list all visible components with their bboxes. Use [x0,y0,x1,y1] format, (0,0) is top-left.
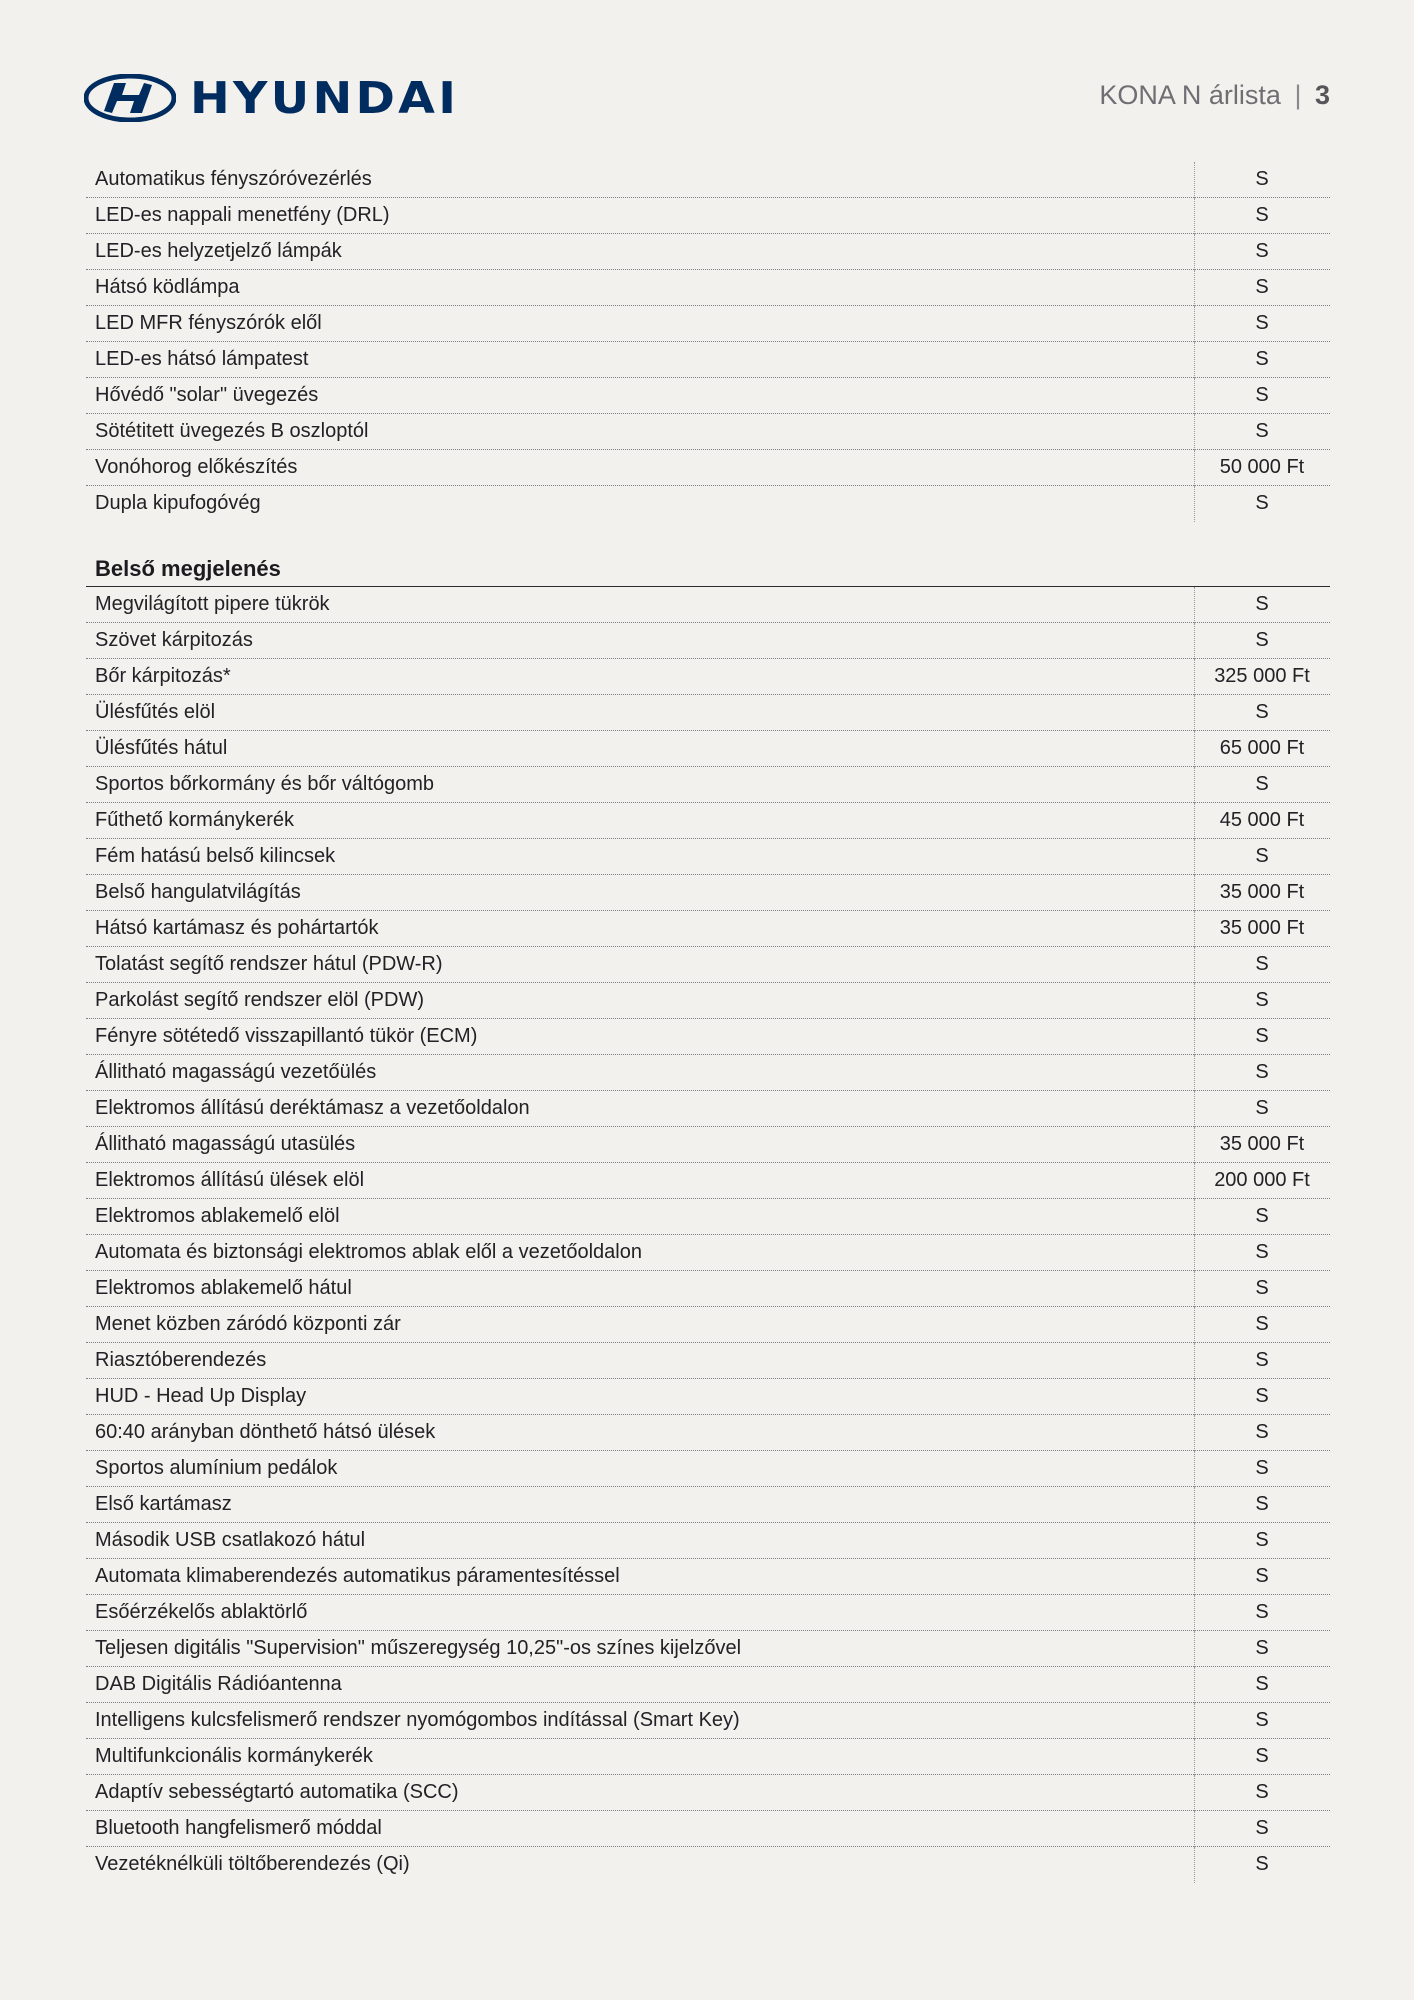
table-row [86,1343,1330,1379]
table-row [86,1235,1330,1271]
equipment-value: S [1255,1529,1269,1551]
equipment-name: Esőérzékelős ablaktörlő [95,1601,308,1623]
equipment-price-table [86,162,1330,1882]
equipment-name: Hővédő "solar" üvegezés [95,384,319,406]
table-row [86,1703,1330,1739]
equipment-value: S [1255,312,1269,334]
table-row [86,803,1330,839]
document-title [1099,80,1330,111]
table-row [86,1451,1330,1487]
equipment-name: Bluetooth hangfelismerő móddal [95,1817,382,1839]
equipment-value: S [1255,629,1269,651]
table-row [86,270,1330,306]
table-row [86,659,1330,695]
equipment-name: LED-es nappali menetfény (DRL) [95,204,390,226]
equipment-value: S [1255,168,1269,190]
equipment-value: S [1255,701,1269,723]
equipment-value: S [1255,1061,1269,1083]
equipment-value: S [1255,1817,1269,1839]
equipment-name: Menet közben záródó központi zár [95,1313,401,1335]
equipment-name: Megvilágított pipere tükrök [95,593,330,615]
table-row [86,839,1330,875]
equipment-name: LED-es helyzetjelző lámpák [95,240,342,262]
equipment-value: S [1255,1421,1269,1443]
table-row [86,875,1330,911]
equipment-value: S [1255,1853,1269,1875]
section-header-interior [86,551,1330,587]
table-row [86,587,1330,623]
equipment-name: Második USB csatlakozó hátul [95,1529,366,1551]
table-row [86,342,1330,378]
equipment-name: 60:40 arányban dönthető hátsó ülések [95,1421,436,1443]
table-row [86,1415,1330,1451]
equipment-name: Vonóhorog előkészítés [95,456,298,478]
table-row [86,378,1330,414]
equipment-name: Ülésfűtés elöl [95,701,216,723]
table-row [86,1127,1330,1163]
table-row [86,1307,1330,1343]
equipment-name: Parkolást segítő rendszer elöl (PDW) [95,989,425,1011]
equipment-name: Dupla kipufogóvég [95,492,261,514]
equipment-name: Automatikus fényszóróvezérlés [95,168,372,190]
equipment-name: Fényre sötétedő visszapillantó tükör (ECM) [95,1025,478,1047]
table-row [86,947,1330,983]
table-row [86,1667,1330,1703]
equipment-name: Bőr kárpitozás* [95,665,231,687]
brand-wordmark: HYUNDAI [190,72,460,124]
equipment-name: Sötétitett üvegezés B oszloptól [95,420,369,442]
equipment-name: Fűthető kormánykerék [95,809,294,831]
equipment-name: Automata klimaberendezés automatikus páramentesítéssel [95,1565,620,1587]
equipment-value: S [1255,1745,1269,1767]
equipment-name: Riasztóberendezés [95,1349,267,1371]
equipment-value: S [1255,773,1269,795]
equipment-value: 35 000 Ft [1219,881,1305,903]
equipment-value: S [1255,1241,1269,1263]
equipment-name: LED MFR fényszórók elől [95,312,322,334]
equipment-value: S [1255,384,1269,406]
equipment-value: S [1255,1673,1269,1695]
equipment-value: S [1255,1205,1269,1227]
table-row [86,486,1330,521]
interior-equipment-list [86,587,1330,1882]
equipment-value: S [1255,348,1269,370]
table-row [86,1775,1330,1811]
equipment-name: DAB Digitális Rádióantenna [95,1673,342,1695]
equipment-value: S [1255,1565,1269,1587]
equipment-name: Sportos alumínium pedálok [95,1457,338,1479]
equipment-name: Elektromos állítású ülések elöl [95,1169,365,1191]
table-row [86,1379,1330,1415]
equipment-value: S [1255,1097,1269,1119]
equipment-name: Belső hangulatvilágítás [95,881,301,903]
equipment-name: Teljesen digitális "Supervision" műszeregység 10,25"-os színes kijelzővel [95,1637,742,1659]
equipment-value: S [1255,1709,1269,1731]
equipment-value: 50 000 Ft [1219,456,1305,478]
equipment-value: S [1255,420,1269,442]
equipment-name: Hátsó ködlámpa [95,276,240,298]
equipment-value: S [1255,953,1269,975]
table-row [86,1019,1330,1055]
table-row [86,1739,1330,1775]
equipment-name: Hátsó kartámasz és pohártartók [95,917,379,939]
equipment-value: S [1255,1313,1269,1335]
table-row [86,695,1330,731]
equipment-value: S [1255,240,1269,262]
table-row [86,731,1330,767]
title-separator: | [1294,80,1302,110]
equipment-value: S [1255,1637,1269,1659]
table-row [86,623,1330,659]
table-row [86,306,1330,342]
table-row [86,162,1330,198]
table-row [86,1271,1330,1307]
table-row [86,1595,1330,1631]
table-row [86,414,1330,450]
equipment-name: Elektromos ablakemelő elöl [95,1205,340,1227]
equipment-name: HUD - Head Up Display [95,1385,307,1407]
equipment-value: 325 000 Ft [1214,665,1310,687]
equipment-value: 65 000 Ft [1219,737,1305,759]
equipment-value: S [1255,1457,1269,1479]
table-row [86,1523,1330,1559]
equipment-value: 200 000 Ft [1214,1169,1310,1191]
table-row [86,1631,1330,1667]
table-row [86,1091,1330,1127]
equipment-name: Elektromos ablakemelő hátul [95,1277,352,1299]
table-row [86,450,1330,486]
equipment-name: Intelligens kulcsfelismerő rendszer nyomógombos indítással (Smart Key) [95,1709,740,1731]
table-row [86,983,1330,1019]
equipment-name: Vezetéknélküli töltőberendezés (Qi) [95,1853,410,1875]
equipment-value: 35 000 Ft [1219,917,1305,939]
equipment-name: Tolatást segítő rendszer hátul (PDW-R) [95,953,443,975]
table-row [86,1811,1330,1847]
table-row [86,767,1330,803]
equipment-name: Első kartámasz [95,1493,232,1515]
equipment-value: S [1255,989,1269,1011]
equipment-value: 45 000 Ft [1219,809,1305,831]
equipment-name: Adaptív sebességtartó automatika (SCC) [95,1781,459,1803]
table-row [86,1487,1330,1523]
equipment-value: S [1255,1781,1269,1803]
hyundai-logo [84,70,460,126]
page-header [84,70,1330,130]
table-row [86,198,1330,234]
price-list-title: KONA N árlista [1099,80,1281,110]
exterior-equipment-list [86,162,1330,521]
equipment-value: S [1255,1385,1269,1407]
equipment-value: S [1255,1601,1269,1623]
table-row [86,1163,1330,1199]
equipment-name: Fém hatású belső kilincsek [95,845,336,867]
equipment-name: Szövet kárpitozás [95,629,253,651]
equipment-value: S [1255,1277,1269,1299]
table-row [86,1055,1330,1091]
equipment-name: Elektromos állítású deréktámasz a vezetőoldalon [95,1097,530,1119]
equipment-value: S [1255,204,1269,226]
equipment-name: Állitható magasságú vezetőülés [95,1061,377,1083]
equipment-value: S [1255,845,1269,867]
page-number: 3 [1314,80,1330,110]
equipment-name: Sportos bőrkormány és bőr váltógomb [95,773,435,795]
equipment-value: S [1255,593,1269,615]
equipment-name: Multifunkcionális kormánykerék [95,1745,373,1767]
equipment-name: LED-es hátsó lámpatest [95,348,309,370]
equipment-value: S [1255,492,1269,514]
equipment-value: S [1255,1349,1269,1371]
table-row [86,1847,1330,1882]
table-row [86,234,1330,270]
table-row [86,1199,1330,1235]
equipment-name: Ülésfűtés hátul [95,737,228,759]
table-row [86,1559,1330,1595]
equipment-value: S [1255,276,1269,298]
section-title: Belső megjelenés [95,556,281,581]
equipment-name: Automata és biztonsági elektromos ablak elől a vezetőoldalon [95,1241,642,1263]
equipment-value: S [1255,1025,1269,1047]
hyundai-emblem-icon [84,74,176,122]
table-row [86,911,1330,947]
equipment-name: Állitható magasságú utasülés [95,1133,356,1155]
equipment-value: 35 000 Ft [1219,1133,1305,1155]
equipment-value: S [1255,1493,1269,1515]
